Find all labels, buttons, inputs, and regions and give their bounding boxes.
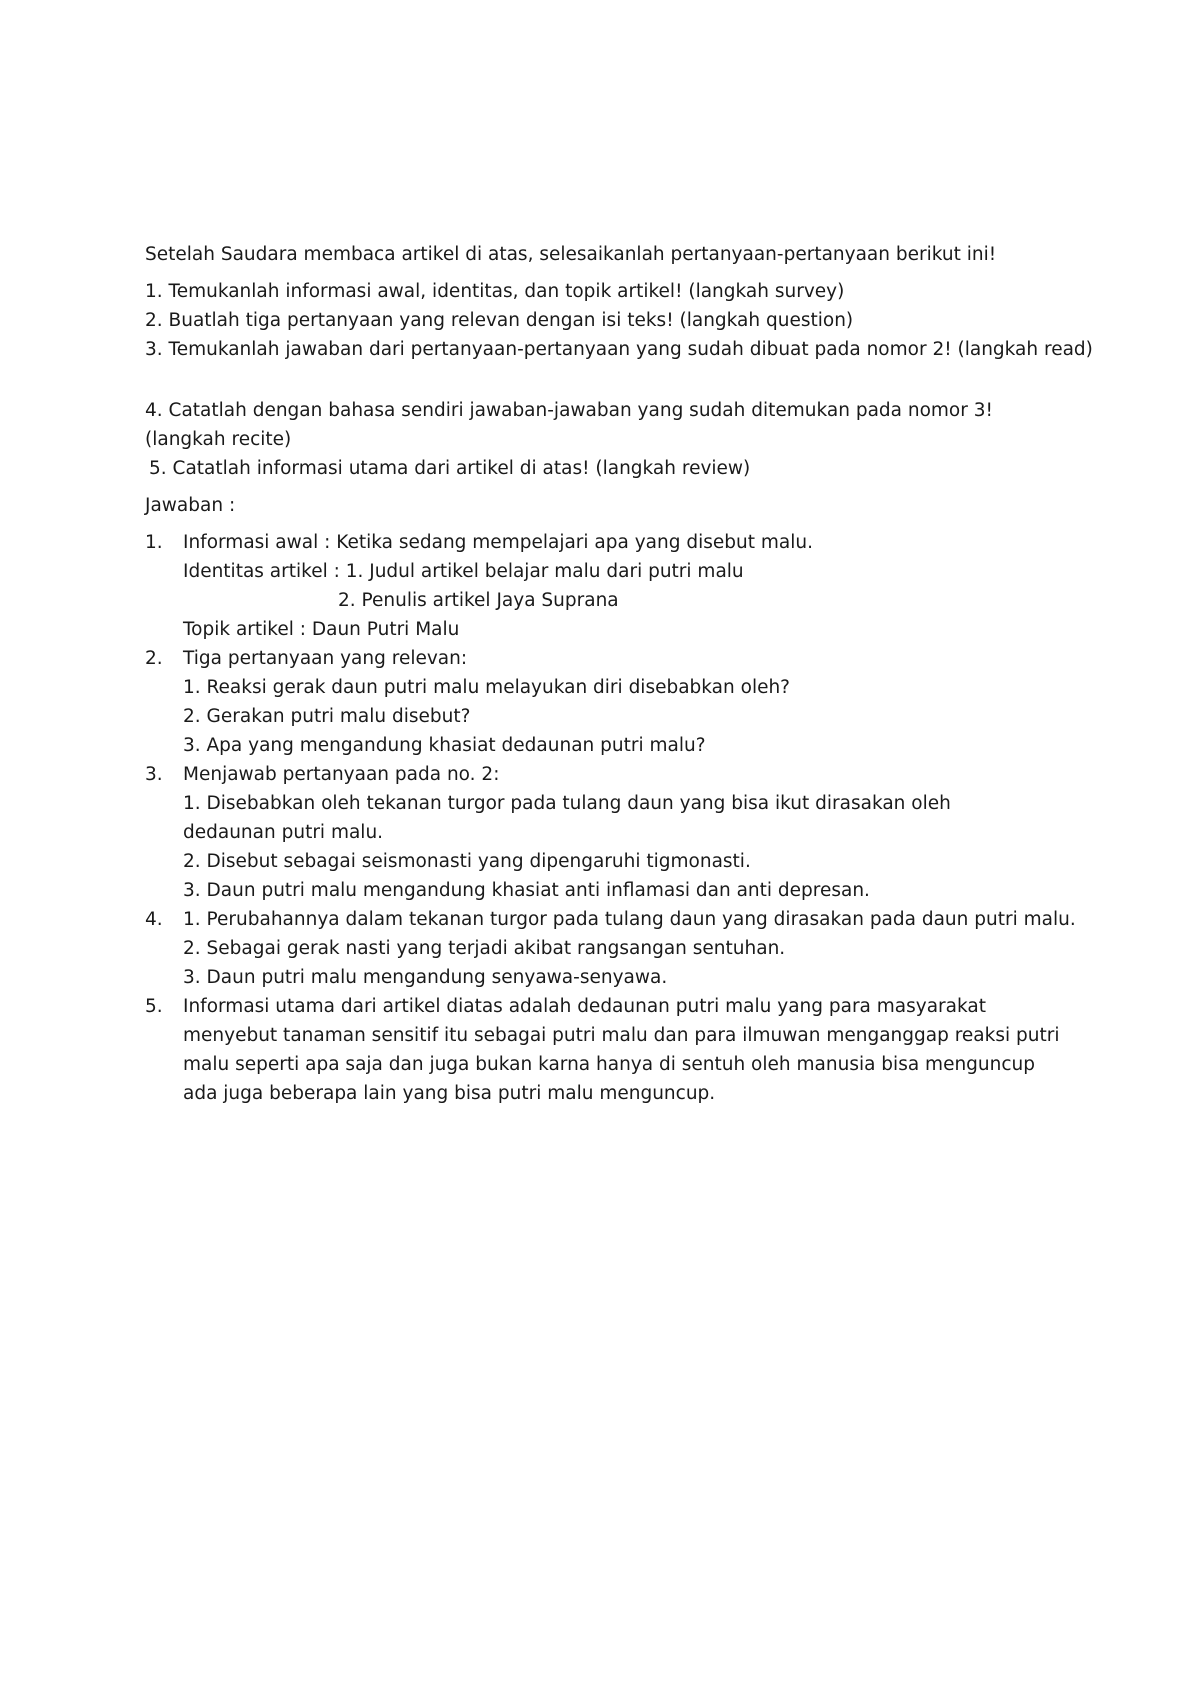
question-5: 5. Catatlah informasi utama dari artikel di atas! (langkah review) [149, 458, 751, 479]
answer-number: 4. [145, 909, 163, 930]
question-1: 1. Temukanlah informasi awal, identitas, dan topik artikel! (langkah survey) [145, 281, 845, 302]
answer-line: 2. Disebut sebagai seismonasti yang dipengaruhi tigmonasti. [183, 851, 751, 872]
question-2: 2. Buatlah tiga pertanyaan yang relevan dengan isi teks! (langkah question) [145, 310, 854, 331]
answer-line: Topik artikel : Daun Putri Malu [183, 619, 460, 640]
answers-label: Jawaban : [145, 495, 236, 516]
answer-4 [145, 905, 1076, 992]
question-4: 4. Catatlah dengan bahasa sendiri jawaban-jawaban yang sudah ditemukan pada nomor 3! (langkah recite) [145, 400, 993, 450]
question-3: 3. Temukanlah jawaban dari pertanyaan-pertanyaan yang sudah dibuat pada nomor 2! (langkah read) [145, 339, 1093, 360]
answer-number: 2. [145, 648, 163, 669]
answer-2 [145, 644, 1065, 760]
answer-number: 3. [145, 764, 163, 785]
answer-line: 3. Apa yang mengandung khasiat dedaunan putri malu? [183, 735, 706, 756]
document-body [145, 240, 1093, 1108]
answer-line: 2. Gerakan putri malu disebut? [183, 706, 471, 727]
answer-1 [145, 528, 1065, 644]
answer-line: Informasi utama dari artikel diatas adalah dedaunan putri malu yang para masyarakat menyebut tanaman sensitif itu sebagai putri malu dan para ilmuwan menganggap reaksi putri malu seperti apa saja dan juga bukan karna hanya di sentuh oleh manusia bisa menguncup ada juga beberapa lain yang bisa putri malu menguncup. [183, 996, 1060, 1104]
answer-line: 3. Daun putri malu mengandung senyawa-senyawa. [183, 967, 668, 988]
answer-line: 1. Reaksi gerak daun putri malu melayukan diri disebabkan oleh? [183, 677, 791, 698]
answer-line: 1. Perubahannya dalam tekanan turgor pada tulang daun yang dirasakan pada daun putri malu. [183, 909, 1076, 930]
answer-line: 2. Sebagai gerak nasti yang terjadi akibat rangsangan sentuhan. [183, 938, 786, 959]
answer-line: Tiga pertanyaan yang relevan: [183, 648, 468, 669]
intro-instruction: Setelah Saudara membaca artikel di atas, selesaikanlah pertanyaan-pertanyaan berikut ini! [145, 244, 997, 265]
answer-5 [145, 992, 1065, 1108]
answer-number: 1. [145, 532, 163, 553]
answer-line: Menjawab pertanyaan pada no. 2: [183, 764, 500, 785]
answer-3 [145, 760, 1065, 905]
answer-number: 5. [145, 996, 163, 1017]
answer-line: 3. Daun putri malu mengandung khasiat anti inflamasi dan anti depresan. [183, 880, 870, 901]
answer-line: 1. Disebabkan oleh tekanan turgor pada tulang daun yang bisa ikut dirasakan oleh dedaunan putri malu. [183, 793, 951, 843]
answer-line: 2. Penulis artikel Jaya Suprana [338, 590, 619, 611]
answer-line: Informasi awal : Ketika sedang mempelajari apa yang disebut malu. [183, 532, 813, 553]
answer-line: Identitas artikel : 1. Judul artikel belajar malu dari putri malu [183, 561, 744, 582]
